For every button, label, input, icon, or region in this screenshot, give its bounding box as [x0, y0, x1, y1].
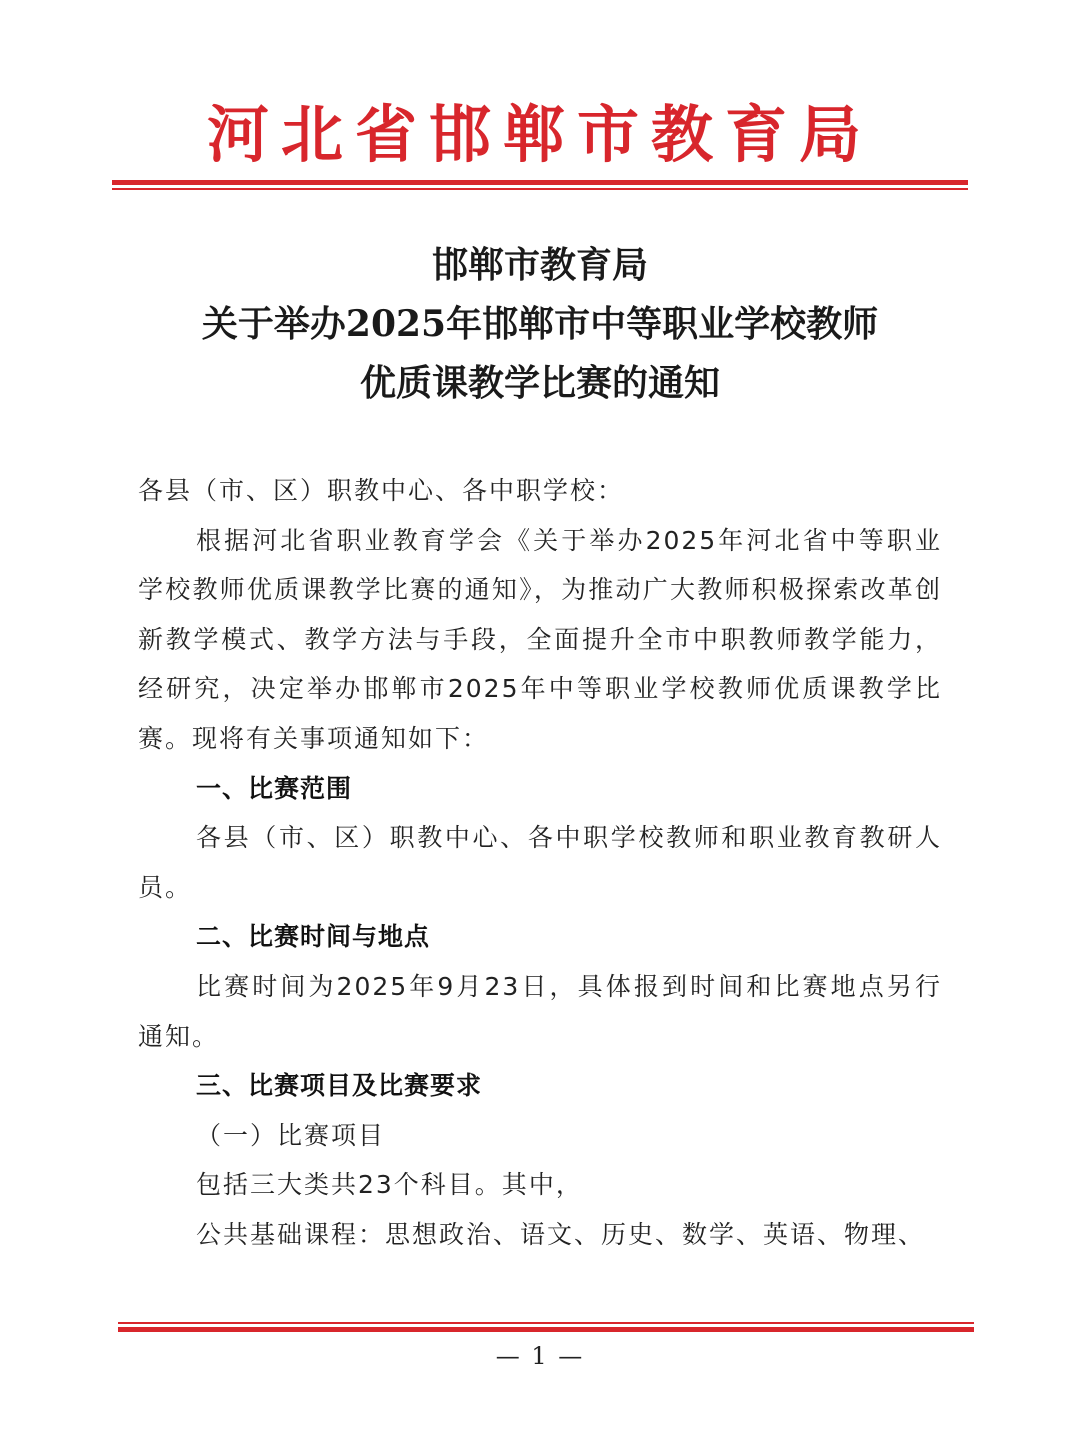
masthead-title: 河北省邯郸市教育局 [206, 98, 873, 171]
page-number: — 1 — [495, 1342, 585, 1370]
section-3-heading: 三、比赛项目及比赛要求 [196, 1071, 483, 1101]
intro-paragraph: 根据河北省职业教育学会《关于举办2025年河北省中等职业学校教师优质课教学比赛的通知》，为推动广大教师积极探索改革创新教学模式、教学方法与手段，全面提升全市中职教师教学能力，经研究，决定举办邯郸市2025年中等职业学校教师优质课教学比赛。现将有关事项通知如下： [138, 525, 942, 753]
document-body [138, 466, 942, 1260]
footer-red-rule-thin [118, 1322, 974, 1324]
section-3-paragraph-2: 公共基础课程：思想政治、语文、历史、数学、英语、物理、 [196, 1219, 926, 1249]
document-title-line-3: 优质课教学比赛的通知 [359, 362, 720, 404]
header-red-rule-thin [112, 188, 968, 190]
document-title-line-2: 关于举办2025年邯郸市中等职业学校教师 [201, 303, 879, 345]
salutation: 各县（市、区）职教中心、各中职学校： [138, 476, 625, 505]
section-2-heading: 二、比赛时间与地点 [196, 922, 431, 952]
header-red-rule-thick [112, 180, 968, 185]
footer-red-rule-thick [118, 1327, 974, 1332]
section-3-paragraph-1: 包括三大类共23个科目。其中， [196, 1170, 583, 1200]
document-title-line-1: 邯郸市教育局 [431, 244, 648, 286]
section-1-heading: 一、比赛范围 [196, 773, 353, 803]
section-3-subheading: （一）比赛项目 [196, 1120, 386, 1150]
section-2-paragraph: 比赛时间为2025年9月23日，具体报到时间和比赛地点另行通知。 [138, 971, 942, 1051]
section-1-paragraph: 各县（市、区）职教中心、各中职学校教师和职业教育教研人员。 [138, 823, 942, 902]
